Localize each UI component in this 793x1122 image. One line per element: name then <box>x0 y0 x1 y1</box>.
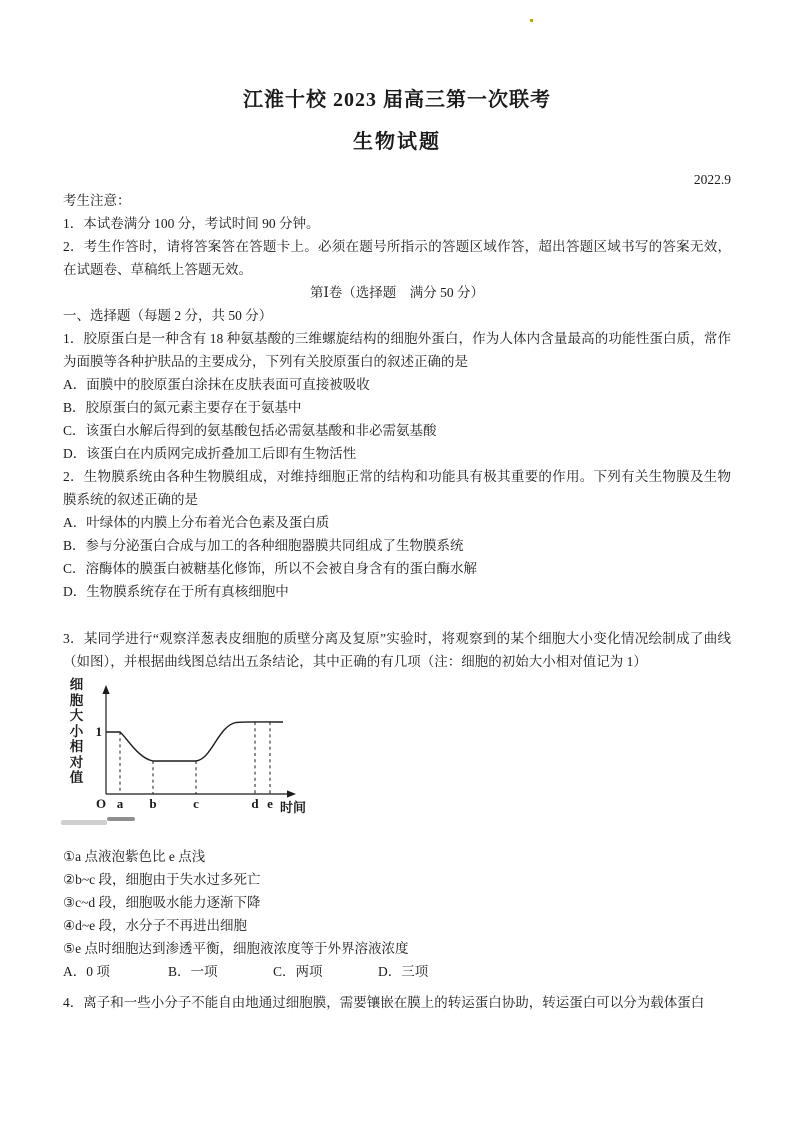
paper-subtitle: 生物试题 <box>353 131 441 153</box>
scan-smudge-dark <box>107 817 135 821</box>
q2-option-d: D．生物膜系统存在于所有真核细胞中 <box>63 584 289 599</box>
q3-option-c: C．两项 <box>273 964 323 979</box>
q3-options-row <box>63 960 731 983</box>
x-tick-origin: O <box>95 796 107 811</box>
q2-option-b: B．参与分泌蛋白合成与加工的各种细胞器膜共同组成了生物膜系统 <box>63 538 464 553</box>
q1-stem: 1．胶原蛋白是一种含有 18 种氨基酸的三维螺旋结构的细胞外蛋白，作为人体内含量最高的功能性蛋白质，常作为面膜等各种护肤品的主要成分，下列有关胶原蛋白的叙述正确的是 <box>63 331 731 369</box>
q2-option-c: C．溶酶体的膜蛋白被糖基化修饰，所以不会被自身含有的蛋白酶水解 <box>63 561 478 576</box>
q3-conclusions <box>63 845 731 960</box>
q1-option-d: D．该蛋白在内质网完成折叠加工后即有生物活性 <box>63 446 357 461</box>
y-axis-arrow-icon <box>102 685 109 694</box>
notice-item-1: 1．本试卷满分 100 分，考试时间 90 分钟。 <box>63 216 320 231</box>
notice-label: 考生注意： <box>63 193 131 208</box>
x-axis-arrow-icon <box>287 790 296 797</box>
q2-option-a: A．叶绿体的内膜上分布着光合色素及蛋白质 <box>63 515 330 530</box>
notice-item-2: 2．考生作答时，请将答案答在答题卡上。必须在题号所指示的答题区域作答，超出答题区域书写的答案无效，在试题卷、草稿纸上答题无效。 <box>63 239 731 277</box>
question-2 <box>63 465 731 603</box>
scan-smudge <box>61 820 107 825</box>
paper-content <box>63 0 731 1014</box>
chart-figure <box>84 679 316 825</box>
part-1-title: 第Ⅰ卷（选择题 满分 50 分） <box>309 285 485 300</box>
q3-conclusion-2: ②b~c 段，细胞由于失水过多死亡 <box>63 872 261 887</box>
q3-conclusion-4: ④d~e 段，水分子不再进出细胞 <box>63 918 248 933</box>
chart-y-axis-label: 细胞大小相对值 <box>69 677 84 785</box>
x-tick-a: a <box>116 796 124 811</box>
paper-title: 江淮十校 2023 届高三第一次联考 <box>243 89 551 111</box>
question-1 <box>63 327 731 465</box>
question-4 <box>63 991 731 1014</box>
section-heading: 一、选择题（每题 2 分，共 50 分） <box>63 308 273 323</box>
x-tick-d: d <box>251 796 259 811</box>
cell-size-curve <box>106 722 283 761</box>
cell-size-line-chart <box>69 679 731 831</box>
y-tick-1: 1 <box>95 724 102 739</box>
notice-section <box>63 189 731 281</box>
chart-x-axis-label: 时间 <box>280 800 307 815</box>
q3-option-a: A．0 项 <box>63 964 110 979</box>
q3-conclusion-5: ⑤e 点时细胞达到渗透平衡，细胞液浓度等于外界溶液浓度 <box>63 941 409 956</box>
question-3 <box>63 627 731 983</box>
x-tick-b: b <box>149 796 157 811</box>
q2-stem: 2．生物膜系统由各种生物膜组成，对维持细胞正常的结构和功能具有极其重要的作用。下列有关生物膜及生物膜系统的叙述正确的是 <box>63 469 731 507</box>
q3-option-d: D．三项 <box>378 964 429 979</box>
q1-option-a: A．面膜中的胶原蛋白涂抹在皮肤表面可直接被吸收 <box>63 377 370 392</box>
q3-conclusion-3: ③c~d 段，细胞吸水能力逐渐下降 <box>63 895 261 910</box>
q4-stem: 4．离子和一些小分子不能自由地通过细胞膜，需要镶嵌在膜上的转运蛋白协助，转运蛋白可以分为载体蛋白 <box>63 995 705 1010</box>
paper-date: 2022.9 <box>693 172 731 187</box>
q3-conclusion-1: ①a 点液泡紫色比 e 点浅 <box>63 849 206 864</box>
q1-option-b: B．胶原蛋白的氮元素主要存在于氨基中 <box>63 400 302 415</box>
q3-stem: 3．某同学进行“观察洋葱表皮细胞的质壁分离及复原”实验时，将观察到的某个细胞大小变化情况绘制成了曲线（如图），并根据曲线图总结出五条结论，其中正确的有几项（注：细胞的初始大小相对值记为 1） <box>63 631 731 669</box>
x-tick-e: e <box>267 796 273 811</box>
x-tick-c: c <box>193 796 199 811</box>
q1-option-c: C．该蛋白水解后得到的氨基酸包括必需氨基酸和非必需氨基酸 <box>63 423 437 438</box>
q3-option-b: B．一项 <box>168 964 218 979</box>
